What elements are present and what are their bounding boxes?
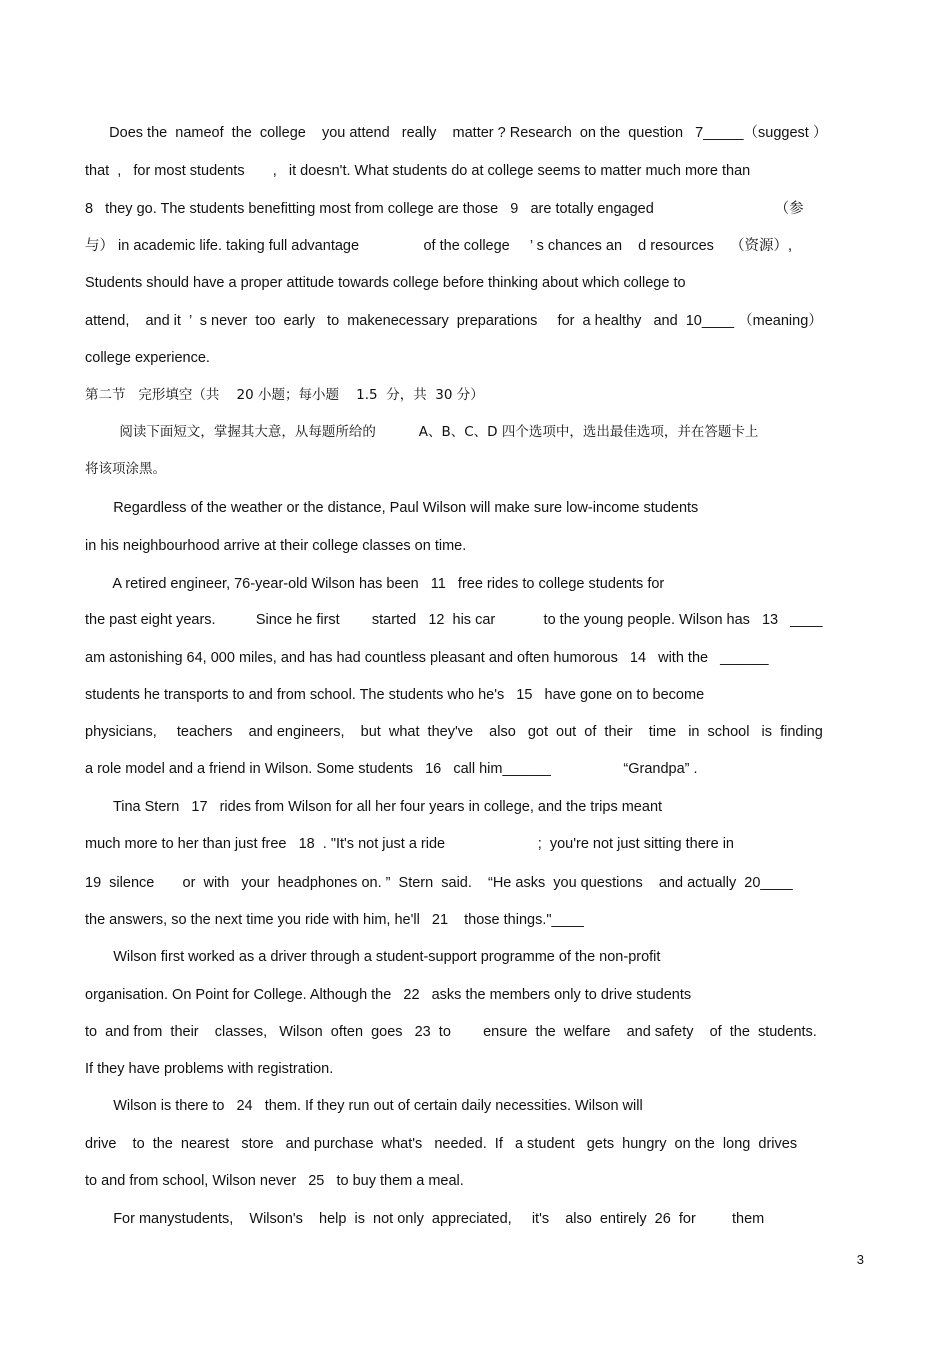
page-number: 3: [856, 1252, 864, 1267]
text-line: Regardless of the weather or the distance, Paul Wilson will make sure low-income students: [85, 500, 699, 516]
text-line: attend, and it ’ s never too early to makenecessary preparations for a healthy and 10____ （meaning）: [85, 313, 823, 329]
text-line: Wilson is there to 24 them. If they run out of certain daily necessities. Wilson will: [85, 1098, 643, 1114]
text-line: Students should have a proper attitude towards college before thinking about which college to: [85, 275, 686, 291]
section-heading: 第二节 完形填空（共 20 小题；每小题 1.5 分，共 30 分）: [85, 387, 484, 403]
text-line: For manystudents, Wilson's help is not only appreciated, it's also entirely 26 for them: [85, 1211, 765, 1227]
text-line: the past eight years. Since he first started 12 his car to the young people. Wilson has 13 ____: [85, 612, 823, 628]
text-line: 8 they go. The students benefitting most from college are those 9 are totally engaged （参: [85, 201, 804, 217]
text-line: college experience.: [85, 350, 210, 366]
text-line: Wilson first worked as a driver through a student-support programme of the non-profit: [85, 949, 661, 965]
text-line: much more to her than just free 18 . "It's not just a ride ; you're not just sitting there in: [85, 836, 734, 852]
text-line: A retired engineer, 76-year-old Wilson has been 11 free rides to college students for: [85, 576, 665, 592]
text-line: students he transports to and from school. The students who he's 15 have gone on to become: [85, 687, 705, 703]
text-line: drive to the nearest store and purchase what's needed. If a student gets hungry on the long drives: [85, 1136, 798, 1152]
text-line: to and from school, Wilson never 25 to buy them a meal.: [85, 1173, 464, 1189]
text-line: that , for most students , it doesn't. What students do at college seems to matter much more than: [85, 163, 751, 179]
text-line: in his neighbourhood arrive at their college classes on time.: [85, 538, 467, 554]
text-line: Tina Stern 17 rides from Wilson for all her four years in college, and the trips meant: [85, 799, 663, 815]
text-line: the answers, so the next time you ride with him, he'll 21 those things."____: [85, 912, 584, 928]
text-line: am astonishing 64, 000 miles, and has had countless pleasant and often humorous 14 with the ______: [85, 650, 769, 666]
instruction-line: 阅读下面短文，掌握其大意，从每题所给的 A、B、C、D 四个选项中，选出最佳选项，并在答题卡上: [85, 424, 759, 440]
text-line: organisation. On Point for College. Although the 22 asks the members only to drive students: [85, 987, 692, 1003]
text-line: to and from their classes, Wilson often goes 23 to ensure the welfare and safety of the students.: [85, 1024, 817, 1040]
text-line: physicians, teachers and engineers, but what they've also got out of their time in school is finding: [85, 724, 823, 740]
instruction-line: 将该项涂黑。: [85, 461, 166, 477]
text-line: 19 silence or with your headphones on. ” Stern said. “He asks you questions and actually 20____: [85, 875, 793, 891]
text-line: Does the nameof the college you attend really matter ? Research on the question 7_____（suggest ）: [85, 125, 828, 141]
text-line: 与） in academic life. taking full advantage of the college ’ s chances an d resources （资源）,: [85, 238, 793, 254]
text-line: If they have problems with registration.: [85, 1061, 334, 1077]
text-line: a role model and a friend in Wilson. Some students 16 call him______ “Grandpa” .: [85, 761, 698, 777]
